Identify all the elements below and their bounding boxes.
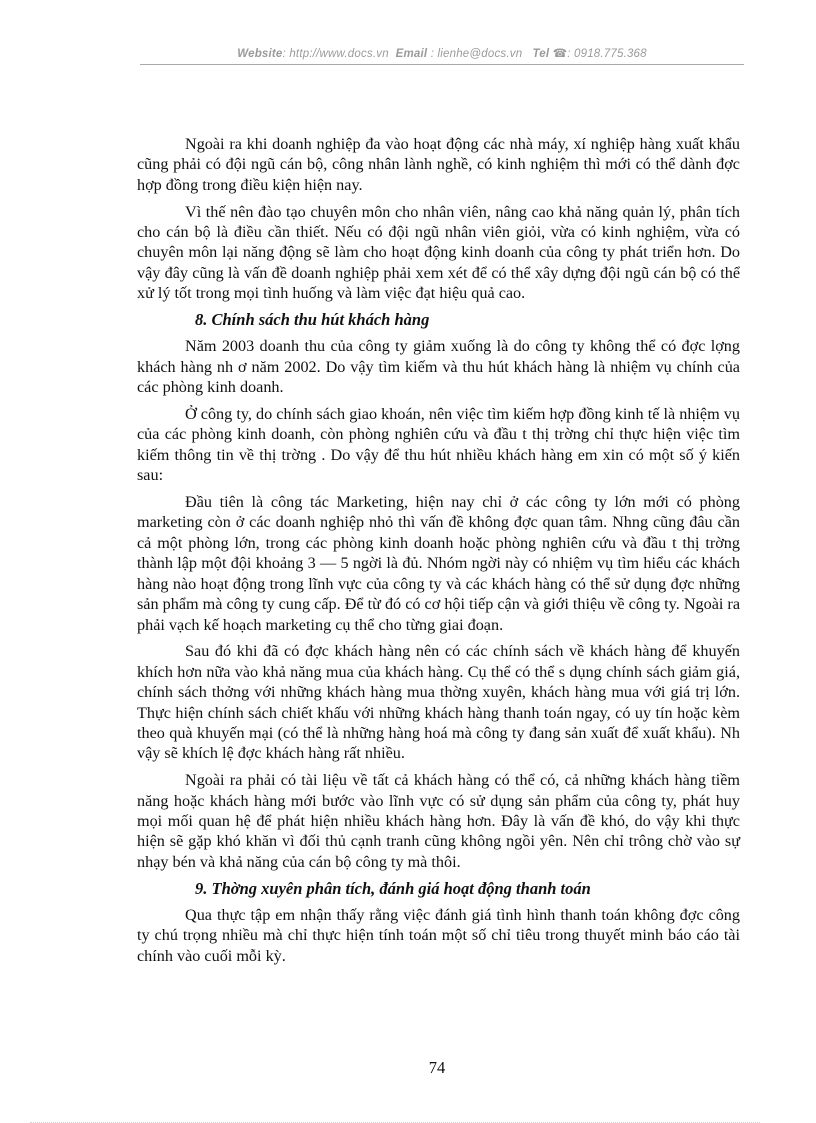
website-label: Website — [237, 48, 283, 60]
paragraph: Sau đó khi đã có đợc khách hàng nên có các chính sách về khách hàng để khuyến khích hơn nữa vào khả năng mua của khách hàng. Cụ thể có thể s dụng chính sách giảm giá, chính sách thởng với những khách hàng mua thờng xuyên, khách hàng mua với giá trị lớn. Thực hiện chính sách chiết khấu với những khách hàng thanh toán ngay, có uy tín hoặc kèm theo quà khuyến mại (có thể là những hàng hoá mà công ty đang sản xuất để xuất khẩu). Nh vậy sẽ khích lệ đợc khách hàng rất nhiều. — [137, 642, 740, 763]
email-label: Email — [395, 48, 428, 60]
section-heading-8: 8. Chính sách thu hút khách hàng — [195, 310, 430, 330]
paragraph: Đầu tiên là công tác Marketing, hiện nay chỉ ở các công ty lớn mới có phòng marketing còn ở các doanh nghiệp nhỏ thì vấn đề không đợc quan tâm. Nhng cũng đâu cần cả một phòng lớn, trong các phòng kinh doanh hoặc phòng nghiên cứu và đầu t thị trờng thành lập một đội khoảng 3 — 5 ngời là đủ. Nhóm ngời này có nhiệm vụ tìm hiểu các khách hàng nào hoạt động trong lĩnh vực của công ty và các khách hàng có thể sử dụng đợc những sản phẩm mà công ty cung cấp. Để từ đó có cơ hội tiếp cận và giới thiệu về công ty. Ngoài ra phải vạch kế hoạch marketing cụ thể cho từng giai đoạn. — [137, 493, 740, 634]
paragraph: Năm 2003 doanh thu của công ty giảm xuống là do công ty không thể có đợc lợng khách hàng nh ơ năm 2002. Do vậy tìm kiếm và thu hút khách hàng là nhiệm vụ chính của các phòng kinh doanh. — [137, 337, 740, 397]
page-header — [140, 46, 744, 60]
header-divider — [140, 64, 744, 65]
website-value: : http://www.docs.vn — [282, 48, 389, 60]
section-heading-9: 9. Thờng xuyên phân tích, đánh giá hoạt động thanh toán — [195, 878, 591, 898]
email-value: : lienhe@docs.vn — [430, 48, 523, 60]
tel-value: ☎: 0918.775.368 — [552, 48, 647, 60]
document-body — [137, 134, 740, 973]
paragraph: Ngoài ra phải có tài liệu về tất cả khách hàng có thể có, cả những khách hàng tiềm năng hoặc khách hàng mới bước vào lĩnh vực có sử dụng sản phẩm của công ty, phát huy mọi mối quan hệ để phát hiện nhiều khách hàng hơn. Đây là vấn đề khó, do vậy khi thực hiện sẽ gặp khó khăn vì đối thủ cạnh tranh cũng không ngồi yên. Nên chỉ trông chờ vào sự nhạy bén và khả năng của cán bộ công ty mà thôi. — [137, 771, 740, 871]
paragraph: Vì thế nên đào tạo chuyên môn cho nhân viên, nâng cao khả năng quản lý, phân tích cho cán bộ là điều cần thiết. Nếu có đội ngũ nhân viên giỏi, vừa có kinh nghiệm, vừa có chuyên môn lại năng động sẽ làm cho hoạt động kinh doanh của công ty phát triển hơn. Do vậy đây cũng là vấn đề doanh nghiệp phải xem xét để có thể xây dựng đội ngũ cán bộ có thể xử lý tốt trong mọi tình huống và làm việc đạt hiệu quả cao. — [137, 202, 740, 303]
paragraph: Ở công ty, do chính sách giao khoán, nên việc tìm kiếm hợp đồng kinh tế là nhiệm vụ của các phòng kinh doanh, còn phòng nghiên cứu và đầu t thị trờng chỉ thực hiện việc tìm kiếm thông tin về thị trờng . Do vậy để thu hút nhiều khách hàng em xin có một số ý kiến sau: — [137, 405, 740, 485]
page-number: 74 — [428, 1058, 446, 1077]
paragraph: Ngoài ra khi doanh nghiệp đa vào hoạt động các nhà máy, xí nghiệp hàng xuất khẩu cũng phải có đội ngũ cán bộ, công nhân lành nghề, có kinh nghiệm thì mới có thể dành đợc hợp đồng trong điều kiện hiện nay. — [137, 135, 740, 194]
paragraph: Qua thực tập em nhận thấy rằng việc đánh giá tình hình thanh toán không đợc công ty chú trọng nhiều mà chỉ thực hiện tính toán một số chỉ tiêu trong thuyết minh báo cáo tài chính vào cuối mỗi kỳ. — [137, 905, 740, 965]
tel-label: Tel — [532, 48, 550, 60]
